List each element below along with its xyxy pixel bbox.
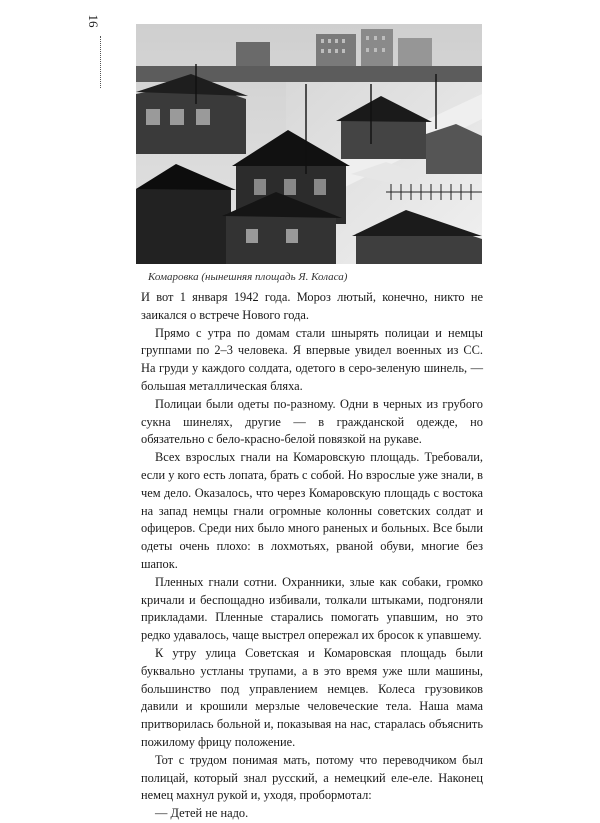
- paragraph: И вот 1 января 1942 года. Мороз лютый, конечно, никто не заикался о встрече Нового года.: [141, 290, 483, 322]
- page-number: 16: [86, 14, 101, 28]
- paragraph: — Детей не надо.: [155, 806, 249, 821]
- paragraph: Тот с трудом понимая мать, потому что переводчиком был полицай, который знал русский, а немецкий еле-еле. Наконец немец махнул рукой и, уходя, пробормотал:: [141, 752, 483, 803]
- body-text: [141, 289, 483, 823]
- paragraph: К утру улица Советская и Комаровская площадь были буквально устланы трупами, а в это время уже шли машины, большинство под управлением немцев. Колеса грузовиков давили и крошили мерзлые человеческие тела. Наша мама притворилась больной и, показывая на нас, старалась объяснить пожилому фрицу положение.: [141, 645, 483, 749]
- paragraph: Полицаи были одеты по-разному. Одни в черных из грубого сукна шинелях, другие — в гражданской одежде, но обязательно с бело-красно-белой повязкой на рукаве.: [141, 396, 483, 447]
- photo-caption: Комаровка (нынешняя площадь Я. Коласа): [148, 271, 348, 283]
- paragraph: Пленных гнали сотни. Охранники, злые как собаки, громко кричали и беспощадно избивали, толкали штыками, подгоняли прикладами. Пленные старались помогать упавшим, но это редко удавалось, чаще выстрел опережал их бросок к упавшему.: [141, 574, 483, 643]
- paragraph: Всех взрослых гнали на Комаровскую площадь. Требовали, если у кого есть лопата, брать с собой. Но взрослые уже знали, в чем дело. Оказалось, что через Комаровскую площадь с востока на запад немцы гнали огромные колонны советских солдат и офицеров. Среди них было много раненых и больных. Все были одеты очень плохо: в лохмотьях, рваной обуви, многие без шапок.: [141, 450, 483, 571]
- historical-photo: [136, 24, 482, 264]
- header-dotted-rule: [100, 36, 101, 88]
- paragraph: Прямо с утра по домам стали шнырять полицаи и немцы группами по 2–3 человека. Я впервые увидел военных из СС. На груди у каждого солдата, одетого в серо-зеленую шинель, — большая металлическая бляха.: [141, 325, 483, 393]
